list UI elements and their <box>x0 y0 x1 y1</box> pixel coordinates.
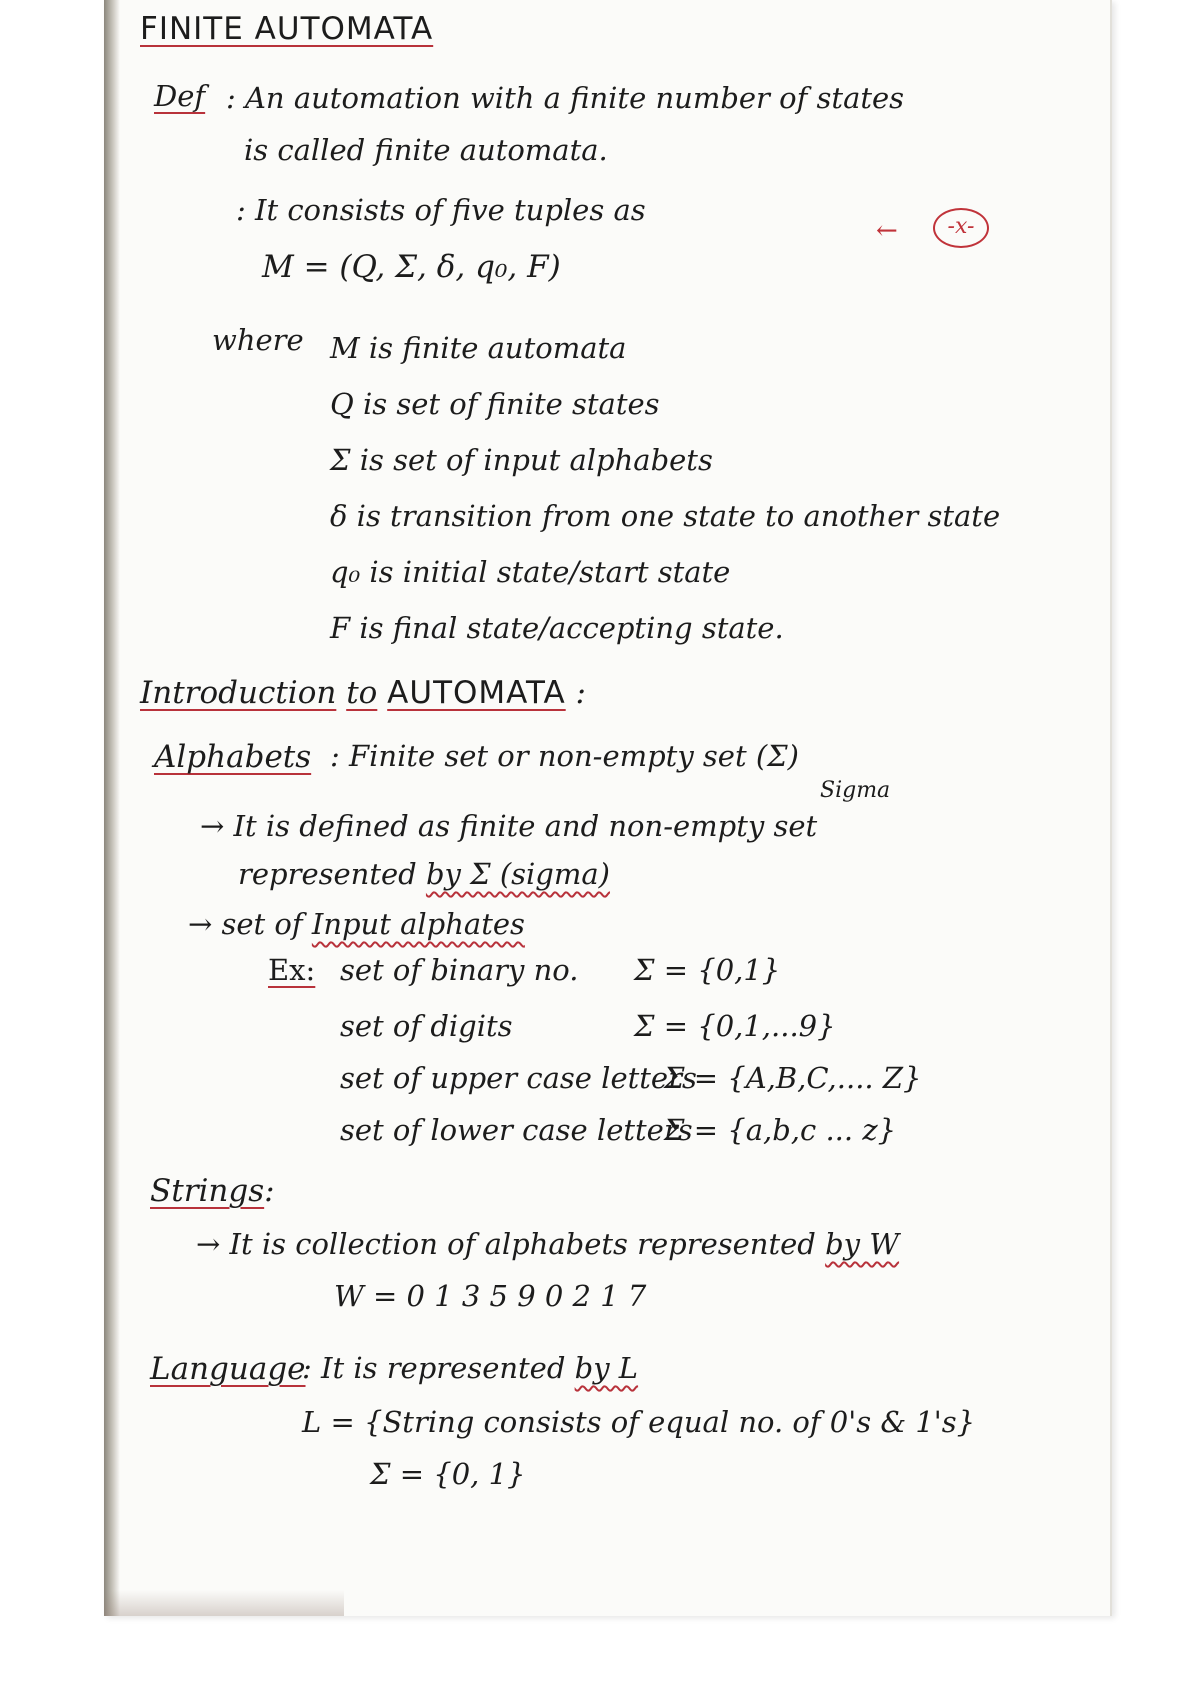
example-name: set of binary no. <box>340 953 579 987</box>
intro-title <box>140 675 586 711</box>
language-label: Language <box>150 1351 306 1387</box>
intro-title-to: to <box>346 675 378 711</box>
alphabets-definition: : Finite set or non-empty set (Σ) <box>330 739 799 773</box>
definition-line-1: : An automation with a finite number of states <box>226 81 905 115</box>
where-item: Q is set of finite states <box>330 387 660 421</box>
notebook-page <box>104 0 1112 1616</box>
where-item: F is final state/accepting state. <box>330 611 784 645</box>
alphabets-bullet-2 <box>188 907 525 941</box>
page-smudge <box>104 1590 344 1616</box>
left-arrow-icon: ← <box>876 216 898 246</box>
tuple-definition: M = (Q, Σ, δ, q₀, F) <box>262 249 561 285</box>
where-item: q₀ is initial state/start state <box>330 555 731 589</box>
intro-title-word: Introduction <box>140 675 337 711</box>
alphabets-bullet-1-line-2 <box>238 857 610 891</box>
language-example: L = {String consists of equal no. of 0's & 1's} <box>302 1405 976 1439</box>
alphabets-bullet-1: → It is defined as finite and non-empty set <box>200 809 818 843</box>
definition-label: Def <box>154 79 206 113</box>
strings-label: Strings <box>150 1173 265 1209</box>
example-name: set of lower case letters <box>340 1113 693 1147</box>
set-of-text: → set of <box>188 907 303 941</box>
definition-line-3: : It consists of five tuples as <box>236 193 646 227</box>
examples-label: Ex: <box>268 953 316 987</box>
strings-definition <box>196 1227 900 1261</box>
example-name: set of upper case letters <box>340 1061 697 1095</box>
sigma-notation: by Σ (sigma) <box>425 857 610 891</box>
where-item: Σ is set of input alphabets <box>330 443 713 477</box>
example-set: Σ = {0,1,...9} <box>634 1009 836 1043</box>
strings-heading <box>150 1173 275 1209</box>
represented-text: represented <box>238 857 417 891</box>
strings-colon: : <box>264 1173 275 1209</box>
where-label: where <box>212 323 304 357</box>
example-set: Σ = {A,B,C,.... Z} <box>664 1061 922 1095</box>
example-name: set of digits <box>340 1009 513 1043</box>
notebook-binding <box>104 0 120 1616</box>
example-set: Σ = {a,b,c ... z} <box>664 1113 897 1147</box>
intro-title-colon: : <box>575 675 586 711</box>
language-definition <box>302 1351 639 1385</box>
strings-definition-text: → It is collection of alphabets represented <box>196 1227 816 1261</box>
page-title: FINITE AUTOMATA <box>140 11 434 47</box>
sigma-note: Sigma <box>820 778 891 803</box>
language-definition-text: : It is represented <box>302 1351 566 1385</box>
example-set: Σ = {0,1} <box>634 953 781 987</box>
definition-line-2: is called finite automata. <box>244 133 608 167</box>
intro-title-automata: AUTOMATA <box>387 675 566 711</box>
input-alphates-text: Input alphates <box>311 907 525 941</box>
language-symbol: by L <box>574 1351 639 1385</box>
where-item: δ is transition from one state to another state <box>330 499 1001 533</box>
strings-symbol: by W <box>825 1227 900 1261</box>
alphabets-label: Alphabets <box>154 739 312 775</box>
strings-example: W = 0 1 3 5 9 0 2 1 7 <box>334 1279 647 1313</box>
language-alphabet: Σ = {0, 1} <box>370 1457 526 1491</box>
where-item: M is finite automata <box>330 331 627 365</box>
circled-x-icon: -x- <box>933 208 989 248</box>
